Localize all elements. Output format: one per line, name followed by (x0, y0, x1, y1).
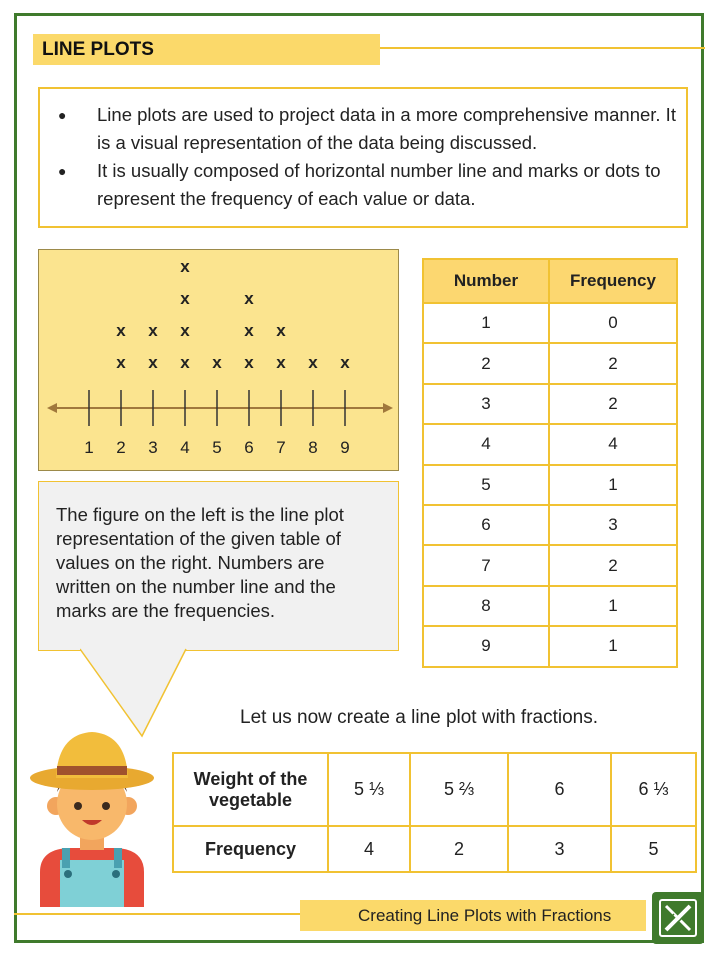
frequency-cell: 4 (549, 424, 677, 464)
row-label-frequency: Frequency (173, 826, 328, 872)
plot-mark: x (244, 321, 254, 340)
line-plot (38, 249, 399, 471)
table-row (173, 753, 696, 826)
bullet-text: Line plots are used to project data in a more comprehensive manner. It is a visual representation of the data being discussed. (97, 104, 676, 153)
table-cell: 4 (328, 826, 410, 872)
tick-label: 9 (340, 438, 350, 457)
number-cell: 6 (423, 505, 549, 545)
footer-label: Creating Line Plots with Fractions (300, 900, 646, 931)
tick-label: 8 (308, 438, 318, 457)
table-cell: 5 ⅔ (410, 753, 508, 826)
number-cell: 7 (423, 545, 549, 585)
plot-mark: x (340, 353, 350, 372)
footer-rule (14, 913, 300, 915)
number-cell: 5 (423, 465, 549, 505)
pencil-ruler-icon (652, 892, 704, 944)
tick-label: 1 (84, 438, 94, 457)
farmer-illustration (22, 722, 162, 907)
number-cell: 2 (423, 343, 549, 383)
table-row (423, 586, 677, 626)
tick-label: 4 (180, 438, 190, 457)
table-row (423, 424, 677, 464)
plot-mark: x (116, 321, 126, 340)
frequency-cell: 2 (549, 343, 677, 383)
tick-label: 6 (244, 438, 254, 457)
plot-mark: x (180, 289, 190, 308)
line-plot-svg (39, 250, 400, 472)
plot-mark: x (244, 289, 254, 308)
number-cell: 8 (423, 586, 549, 626)
number-line-left-arrow (47, 403, 57, 413)
table-header-row (423, 259, 677, 303)
table-row (173, 826, 696, 872)
table-row (423, 343, 677, 383)
table-row (423, 303, 677, 343)
header-number: Number (423, 259, 549, 303)
number-cell: 9 (423, 626, 549, 666)
vegetable-table (172, 752, 697, 873)
title-rule (380, 47, 705, 49)
lead-text: Let us now create a line plot with fractions. (240, 707, 599, 728)
table-cell: 6 (508, 753, 611, 826)
table-row (423, 505, 677, 545)
frequency-cell: 3 (549, 505, 677, 545)
row-label-weight: Weight of the vegetable (173, 753, 328, 826)
bubble-text: The figure on the left is the line plot representation of the given table of values on the right. Numbers are written on the number line and the marks are the frequencies. (56, 504, 344, 621)
table-row (423, 545, 677, 585)
tick-label: 5 (212, 438, 222, 457)
table-row (423, 384, 677, 424)
tick-label: 3 (148, 438, 158, 457)
frequency-cell: 1 (549, 626, 677, 666)
number-cell: 1 (423, 303, 549, 343)
number-cell: 4 (423, 424, 549, 464)
frequency-cell: 0 (549, 303, 677, 343)
table-row (423, 626, 677, 666)
table-row (423, 465, 677, 505)
table-cell: 5 (611, 826, 696, 872)
frequency-table (422, 258, 678, 668)
plot-mark: x (180, 353, 190, 372)
plot-mark: x (308, 353, 318, 372)
plot-mark: x (212, 353, 222, 372)
plot-mark: x (276, 353, 286, 372)
tick-label: 2 (116, 438, 126, 457)
tick-label: 7 (276, 438, 286, 457)
page-title: LINE PLOTS (33, 34, 380, 65)
plot-mark: x (180, 321, 190, 340)
table-cell: 2 (410, 826, 508, 872)
plot-mark: x (180, 257, 190, 276)
plot-mark: x (148, 321, 158, 340)
plot-mark: x (116, 353, 126, 372)
table-cell: 3 (508, 826, 611, 872)
number-line-right-arrow (383, 403, 393, 413)
table-cell: 6 ⅓ (611, 753, 696, 826)
plot-mark: x (148, 353, 158, 372)
frequency-cell: 1 (549, 586, 677, 626)
header-frequency: Frequency (549, 259, 677, 303)
plot-mark: x (276, 321, 286, 340)
number-cell: 3 (423, 384, 549, 424)
frequency-cell: 1 (549, 465, 677, 505)
bullet-dot-icon: ● (58, 107, 67, 123)
table-cell: 5 ⅓ (328, 753, 410, 826)
bullet-text: It is usually composed of horizontal number line and marks or dots to represent the frequency of each value or data. (97, 160, 661, 209)
frequency-cell: 2 (549, 545, 677, 585)
bullet-dot-icon: ● (58, 163, 67, 179)
plot-mark: x (244, 353, 254, 372)
frequency-cell: 2 (549, 384, 677, 424)
